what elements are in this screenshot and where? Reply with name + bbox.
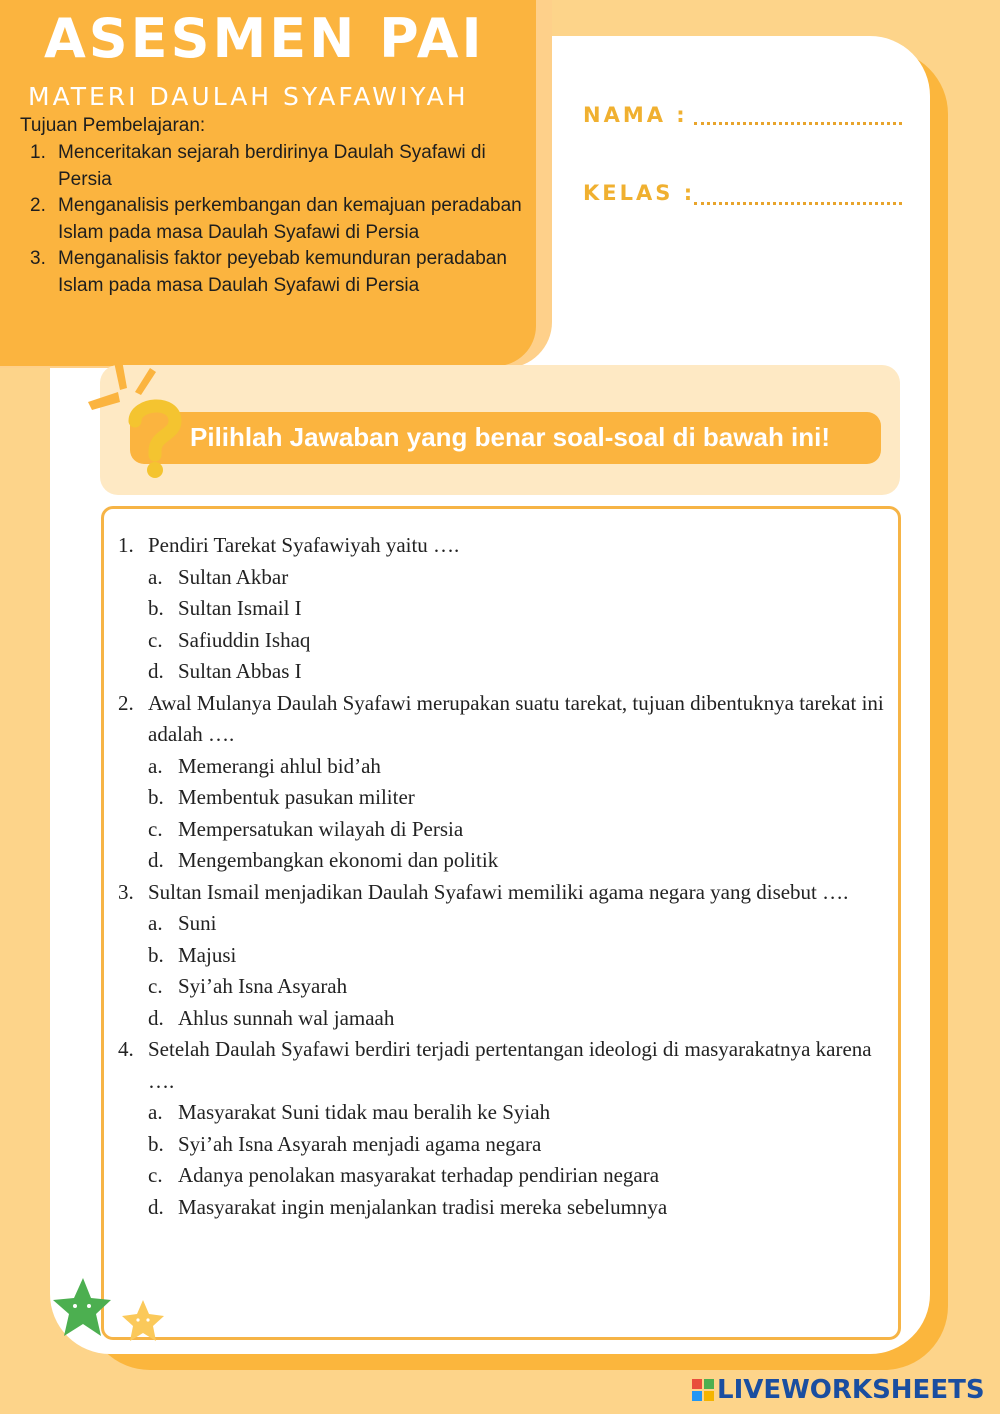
class-field[interactable] [694,202,902,205]
objectives-title: Tujuan Pembelajaran: [20,115,206,136]
objectives-list [30,140,530,299]
question-text: Awal Mulanya Daulah Syafawi merupakan suatu tarekat, tujuan dibentuknya tarekat ini adalah …. [148,690,884,746]
objective-item: 1. Menceritakan sejarah berdirinya Daulah Syafawi di Persia [30,142,486,190]
page-subtitle: MATERI DAULAH SYAFAWIYAH [28,82,469,111]
question-1: 1. Pendiri Tarekat Syafawiyah yaitu …. [118,533,460,557]
option-item[interactable]: a. Memerangi ahlul bid’ah [148,753,381,778]
question-text: Setelah Daulah Syafawi berdiri terjadi pertentangan ideologi di masyarakatnya karena …. [148,1037,872,1093]
objective-item: 3. Menganalisis faktor peyebab kemunduran peradaban Islam pada masa Daulah Syafawi di Persia [30,248,507,296]
options-list [118,1097,893,1223]
option-item[interactable]: b. Membentuk pasukan militer [148,785,415,809]
option-item[interactable]: a. Suni [148,911,217,935]
stars-icon [45,1270,180,1360]
options-list [118,751,893,877]
option-item[interactable]: a. Sultan Akbar [148,564,289,589]
question-text: Sultan Ismail menjadikan Daulah Syafawi memiliki agama negara yang disebut …. [148,879,849,904]
option-item[interactable]: d. Sultan Abbas I [148,659,302,683]
class-label: KELAS : [583,181,696,205]
options-list [118,562,893,688]
name-label: NAMA : [583,103,688,127]
option-item[interactable]: b. Majusi [148,942,237,967]
option-item[interactable]: c. Safiuddin Ishaq [148,627,311,652]
options-list [118,908,893,1034]
page-title: ASESMEN PAI [44,7,485,70]
option-item[interactable]: c. Syi’ah Isna Asyarah [148,974,348,998]
option-item[interactable]: a. Masyarakat Suni tidak mau beralih ke Syiah [148,1100,551,1124]
brand-icon [692,1379,714,1401]
question-text: Pendiri Tarekat Syafawiyah yaitu …. [148,533,460,557]
option-item[interactable]: c. Adanya penolakan masyarakat terhadap pendirian negara [148,1163,660,1187]
quiz-content [118,530,893,1223]
name-field[interactable] [694,122,902,125]
liveworksheets-logo [692,1375,985,1405]
option-item[interactable]: c. Mempersatukan wilayah di Persia [148,816,464,841]
brand-text: LIVEWORKSHEETS [717,1375,985,1405]
question-mark-icon [125,395,185,480]
question-3: 3. Sultan Ismail menjadikan Daulah Syafawi memiliki agama negara yang disebut …. [118,879,849,904]
objective-item: 2. Menganalisis perkembangan dan kemajuan peradaban Islam pada masa Daulah Syafawi di Persia [30,195,522,243]
instruction-text: Pilihlah Jawaban yang benar soal-soal di bawah ini! [190,422,831,452]
option-item[interactable]: d. Ahlus sunnah wal jamaah [148,1005,395,1030]
option-item[interactable]: b. Sultan Ismail I [148,596,302,620]
header-panel [0,0,536,366]
question-4: 4. Setelah Daulah Syafawi berdiri terjadi pertentangan ideologi di masyarakatnya karena …. [118,1037,872,1093]
option-item[interactable]: d. Mengembangkan ekonomi dan politik [148,848,499,872]
question-2: 2. Awal Mulanya Daulah Syafawi merupakan suatu tarekat, tujuan dibentuknya tarekat ini adalah …. [118,690,884,746]
option-item[interactable]: d. Masyarakat ingin menjalankan tradisi mereka sebelumnya [148,1194,668,1219]
option-item[interactable]: b. Syi’ah Isna Asyarah menjadi agama negara [148,1131,542,1156]
